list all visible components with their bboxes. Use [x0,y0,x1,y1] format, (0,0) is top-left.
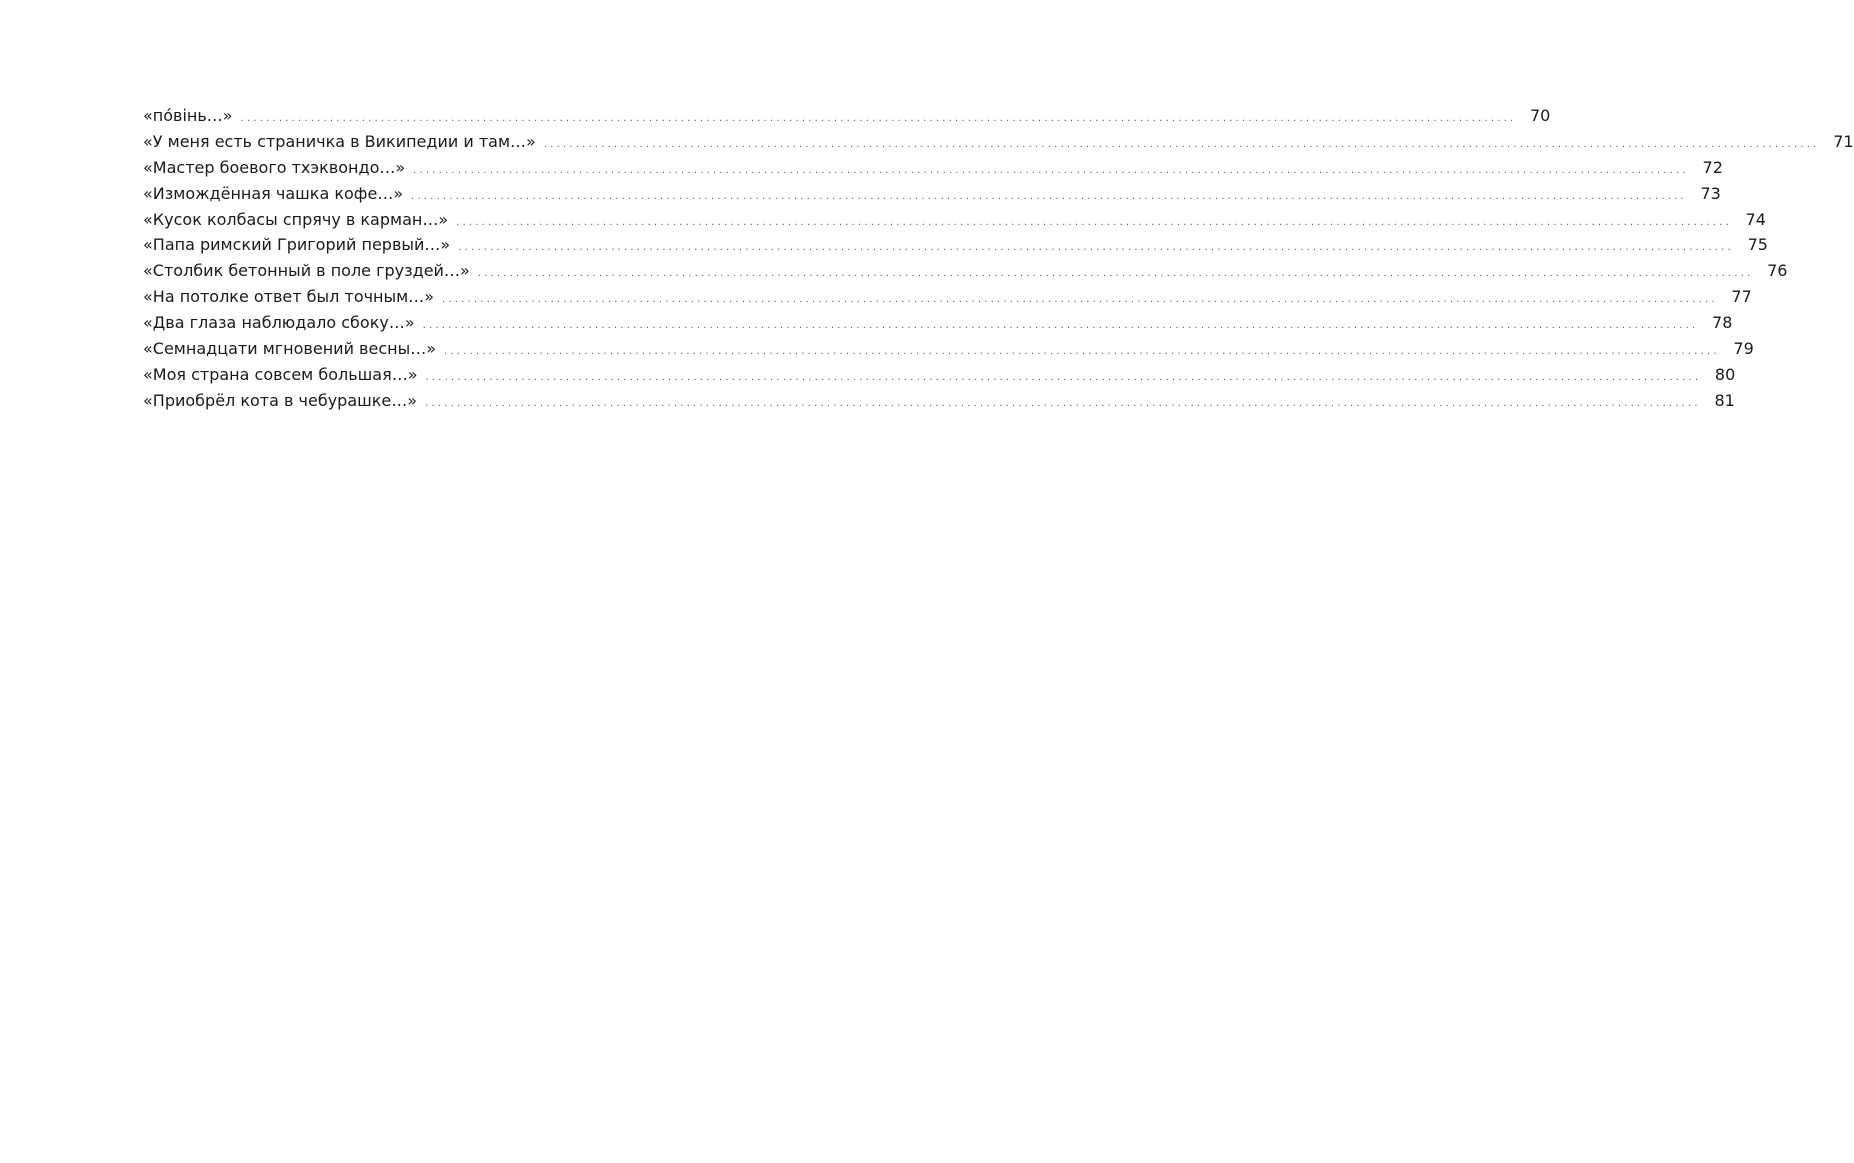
toc-entry [143,181,1721,207]
toc-entry [143,258,1788,284]
table-of-contents [143,103,1854,414]
dot-leader: ........................................................................................................................................................................................................ [240,113,1517,124]
toc-entry-title: «Два глаза наблюдало сбоку…» [143,313,415,333]
toc-entry [143,284,1752,310]
dot-leader: ........................................................................................................................................................................................................ [425,397,1701,409]
toc-entry-title: «Измождённая чашка кофе…» [143,183,404,203]
dot-leader: ........................................................................................................................................................................................................ [411,190,1687,202]
dot-leader: ........................................................................................................................................................................................................ [442,294,1718,306]
toc-entry [143,207,1766,233]
dot-leader: ........................................................................................................................................................................................................ [456,216,1732,228]
toc-entry-title: «Столбик бетонный в поле груздей…» [143,261,470,281]
toc-entry [143,362,1736,388]
toc-entry [143,129,1854,155]
toc-entry-page: 78 [1712,313,1733,333]
toc-entry-page: 77 [1731,287,1752,307]
toc-entry-page: 76 [1767,261,1788,281]
toc-entry-page: 73 [1700,183,1721,203]
toc-entry-page: 79 [1733,339,1754,359]
dot-leader: ........................................................................................................................................................................................................ [543,138,1820,150]
toc-entry-page: 75 [1747,235,1768,255]
toc-entry-title: «У меня есть страничка в Википедии и там…» [143,131,536,151]
toc-entry-title: «Мастер боевого тхэквондо…» [143,157,406,177]
toc-entry [143,155,1723,181]
toc-entry-title: «Семнадцати мгновений весны…» [143,339,436,359]
toc-entry-page: 80 [1714,364,1736,384]
toc-entry [143,232,1768,258]
toc-entry-page: 81 [1714,390,1735,410]
dot-leader: ........................................................................................................................................................................................................ [444,346,1720,358]
toc-entry [143,336,1754,362]
toc-entry-title: «Приобрёл кота в чебурашке…» [143,390,418,410]
toc-entry [143,388,1735,414]
dot-leader: ........................................................................................................................................................................................................ [413,164,1689,176]
toc-entry-title: «Папа римский Григорий первый…» [143,235,451,255]
toc-entry-title: «по́вінь…» [143,106,233,125]
dot-leader: ........................................................................................................................................................................................................ [425,371,1702,383]
toc-entry [143,103,1551,129]
toc-entry-title: «Моя страна совсем большая…» [143,364,418,384]
toc-entry-page: 74 [1745,209,1766,229]
dot-leader: ........................................................................................................................................................................................................ [422,320,1699,332]
toc-entry-page: 71 [1833,131,1854,151]
toc-entry-page: 72 [1702,157,1723,177]
dot-leader: ........................................................................................................................................................................................................ [477,268,1754,280]
toc-entry-title: «Кусок колбасы спрячу в карман…» [143,209,449,229]
dot-leader: ........................................................................................................................................................................................................ [458,242,1734,254]
toc-entry-page: 70 [1529,106,1551,125]
toc-entry [143,310,1733,336]
toc-entry-title: «На потолке ответ был точным…» [143,287,435,307]
